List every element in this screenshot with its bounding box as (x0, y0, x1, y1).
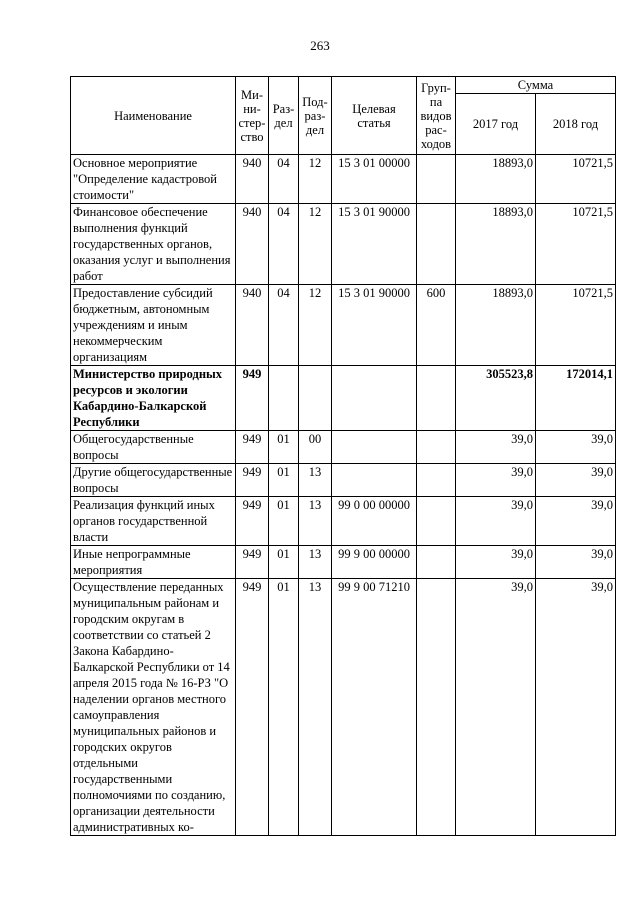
cell-expense-group (417, 464, 456, 497)
cell-name: Предоставление субсидий бюджетным, автономным учреждениям и иным некоммерческим организациям (71, 285, 236, 366)
cell-sum-2017: 305523,8 (456, 366, 536, 431)
cell-name: Иные непрограммные мероприятия (71, 546, 236, 579)
cell-name: Реализация функций иных органов государственной власти (71, 497, 236, 546)
cell-name: Основное мероприятие "Определение кадастровой стоимости" (71, 155, 236, 204)
cell-sum-2017: 39,0 (456, 497, 536, 546)
cell-section: 01 (269, 497, 299, 546)
cell-ministry: 940 (236, 285, 269, 366)
cell-subsection: 13 (299, 546, 332, 579)
header-subsection: Под- раз- дел (299, 77, 332, 155)
cell-subsection: 13 (299, 579, 332, 836)
cell-ministry: 949 (236, 431, 269, 464)
cell-target-article (332, 464, 417, 497)
cell-target-article: 15 3 01 00000 (332, 155, 417, 204)
header-year-2017: 2017 год (456, 94, 536, 155)
cell-section: 04 (269, 204, 299, 285)
table-row (71, 285, 616, 366)
cell-sum-2018: 39,0 (536, 464, 616, 497)
budget-table (70, 76, 616, 836)
table-row (71, 579, 616, 836)
cell-subsection: 13 (299, 497, 332, 546)
cell-subsection: 13 (299, 464, 332, 497)
header-name: Наименование (71, 77, 236, 155)
header-year-2018: 2018 год (536, 94, 616, 155)
cell-sum-2018: 172014,1 (536, 366, 616, 431)
cell-ministry: 949 (236, 579, 269, 836)
cell-name: Финансовое обеспечение выполнения функций государственных органов, оказания услуг и выполнения работ (71, 204, 236, 285)
cell-section: 01 (269, 431, 299, 464)
cell-expense-group: 600 (417, 285, 456, 366)
cell-subsection: 12 (299, 204, 332, 285)
cell-subsection: 00 (299, 431, 332, 464)
cell-name: Общегосударственные вопросы (71, 431, 236, 464)
cell-subsection: 12 (299, 285, 332, 366)
cell-sum-2018: 39,0 (536, 546, 616, 579)
cell-ministry: 940 (236, 204, 269, 285)
cell-sum-2018: 39,0 (536, 431, 616, 464)
header-target-article: Целевая статья (332, 77, 417, 155)
cell-target-article: 15 3 01 90000 (332, 285, 417, 366)
table-row (71, 366, 616, 431)
cell-sum-2017: 18893,0 (456, 155, 536, 204)
cell-target-article: 99 0 00 00000 (332, 497, 417, 546)
cell-expense-group (417, 579, 456, 836)
cell-sum-2018: 39,0 (536, 497, 616, 546)
cell-target-article: 15 3 01 90000 (332, 204, 417, 285)
cell-expense-group (417, 497, 456, 546)
cell-sum-2018: 10721,5 (536, 204, 616, 285)
cell-section: 04 (269, 155, 299, 204)
table-row (71, 204, 616, 285)
cell-sum-2018: 10721,5 (536, 285, 616, 366)
cell-expense-group (417, 155, 456, 204)
header-ministry: Ми- ни- стер- ство (236, 77, 269, 155)
cell-sum-2018: 39,0 (536, 579, 616, 836)
cell-expense-group (417, 431, 456, 464)
cell-sum-2017: 39,0 (456, 579, 536, 836)
table-row (71, 464, 616, 497)
cell-ministry: 949 (236, 464, 269, 497)
cell-section: 01 (269, 464, 299, 497)
cell-expense-group (417, 366, 456, 431)
cell-subsection: 12 (299, 155, 332, 204)
cell-section: 04 (269, 285, 299, 366)
cell-target-article: 99 9 00 71210 (332, 579, 417, 836)
cell-expense-group (417, 204, 456, 285)
cell-subsection (299, 366, 332, 431)
cell-section: 01 (269, 579, 299, 836)
cell-section (269, 366, 299, 431)
cell-name: Министерство природных ресурсов и экологии Кабардино-Балкарской Республики (71, 366, 236, 431)
cell-sum-2017: 39,0 (456, 431, 536, 464)
cell-ministry: 949 (236, 497, 269, 546)
cell-name: Другие общегосударственные вопросы (71, 464, 236, 497)
cell-section: 01 (269, 546, 299, 579)
cell-target-article (332, 431, 417, 464)
table-row (71, 497, 616, 546)
cell-expense-group (417, 546, 456, 579)
cell-target-article: 99 9 00 00000 (332, 546, 417, 579)
cell-name: Осуществление переданных муниципальным районам и городским округам в соответствии со статьей 2 Закона Кабардино-Балкарской Республики от 14 апреля 2015 года № 16-РЗ "О наделении органов местного самоуправления муниципальных районов и городских округов отдельными государственными полномочиями по созданию, организации деятельности административных ко- (71, 579, 236, 836)
table-row (71, 431, 616, 464)
cell-target-article (332, 366, 417, 431)
cell-sum-2017: 18893,0 (456, 204, 536, 285)
page-number: 263 (310, 38, 330, 53)
header-section: Раз- дел (269, 77, 299, 155)
cell-sum-2018: 10721,5 (536, 155, 616, 204)
cell-sum-2017: 39,0 (456, 546, 536, 579)
table-row (71, 546, 616, 579)
cell-ministry: 949 (236, 366, 269, 431)
header-expense-group: Груп- па видов рас- ходов (417, 77, 456, 155)
cell-sum-2017: 39,0 (456, 464, 536, 497)
cell-sum-2017: 18893,0 (456, 285, 536, 366)
cell-ministry: 949 (236, 546, 269, 579)
header-sum: Сумма (456, 77, 616, 94)
cell-ministry: 940 (236, 155, 269, 204)
table-row (71, 155, 616, 204)
